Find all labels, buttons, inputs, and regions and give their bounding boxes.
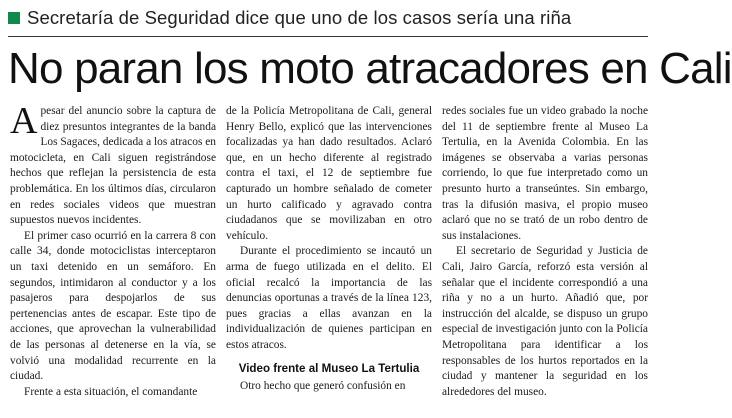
- headline: No paran los moto atracadores en Cali: [8, 44, 732, 93]
- paragraph: de la Policía Metropolitana de Cali, general Henry Bello, explicó que las intervenciones focalizadas ya han dado resultados. Aclaró que, en un hecho diferente al registrado contra el taxi, el 12 de septiembre fue capturado un hombre señalado de cometer un hurto calificado y agravado contra ciudadanos que se movilizaban en otro vehículo.: [226, 105, 432, 242]
- article-column-1: [10, 100, 216, 400]
- paragraph: Otro hecho que generó confusión en: [240, 380, 406, 393]
- paragraph: Frente a esta situación, el comandante: [24, 385, 198, 398]
- subheading: Video frente al Museo La Tertulia: [238, 361, 420, 375]
- kicker-text: Secretaría de Seguridad dice que uno de los casos sería una riña: [27, 7, 572, 28]
- paragraph: [10, 100, 216, 229]
- paragraph: redes sociales fue un video grabado la noche del 11 de septiembre frente al Museo La Tertulia, en la Avenida Colombia. En las imágenes se observaba a varias personas corriendo, lo que fue interpretado como un presunto hurto a transeúntes. Sin embargo, tras la difusión masiva, el propio museo aclaró que no se trató de un robo dentro de sus instalaciones.: [442, 105, 648, 242]
- paragraph: Durante el procedimiento se incautó un arma de fuego utilizada en el delito. El oficial recalcó la importancia de las denuncias oportunas a través de la línea 123, pues gracias a ellas avanzan en la individualización de quienes participan en estos atracos.: [226, 245, 432, 351]
- paragraph-text: pesar del anuncio sobre la captura de diez presuntos integrantes de la banda Los Sagaces, dedicada a los atracos en motocicleta, en Cali siguen registrándose hechos que reflejan la persistencia de esta problemática. En los últimos días, circularon en redes sociales videos que muestran supuestos nuevos incidentes.: [10, 105, 216, 227]
- paragraph: El secretario de Seguridad y Justicia de Cali, Jairo García, reforzó esta versión al señalar que el incidente correspondió a una riña y no a un hurto. Añadió que, por instrucción del alcalde, se dispuso un grupo especial de investigación junto con la Policía Metropolitana para identificar a los responsables de los hurtos reportados en la ciudad y mantener la seguridad en los alrededores del museo.: [442, 245, 648, 398]
- article-column-3: [442, 104, 648, 400]
- green-square-icon: [8, 12, 20, 24]
- drop-cap: A: [10, 100, 38, 142]
- kicker-divider: [8, 36, 648, 37]
- kicker: [8, 5, 648, 31]
- article-column-2: [226, 104, 432, 395]
- paragraph: El primer caso ocurrió en la carrera 8 con calle 34, donde motociclistas interceptaron un taxi detenido en un semáforo. En segundos, intimidaron al conductor y a los pasajeros para despojarlos de sus pertenencias antes de escapar. Este tipo de acciones, que aprovechan la vulnerabilidad de las personas al detenerse en la vía, se volvió una modalidad recurrente en la ciudad.: [10, 229, 216, 383]
